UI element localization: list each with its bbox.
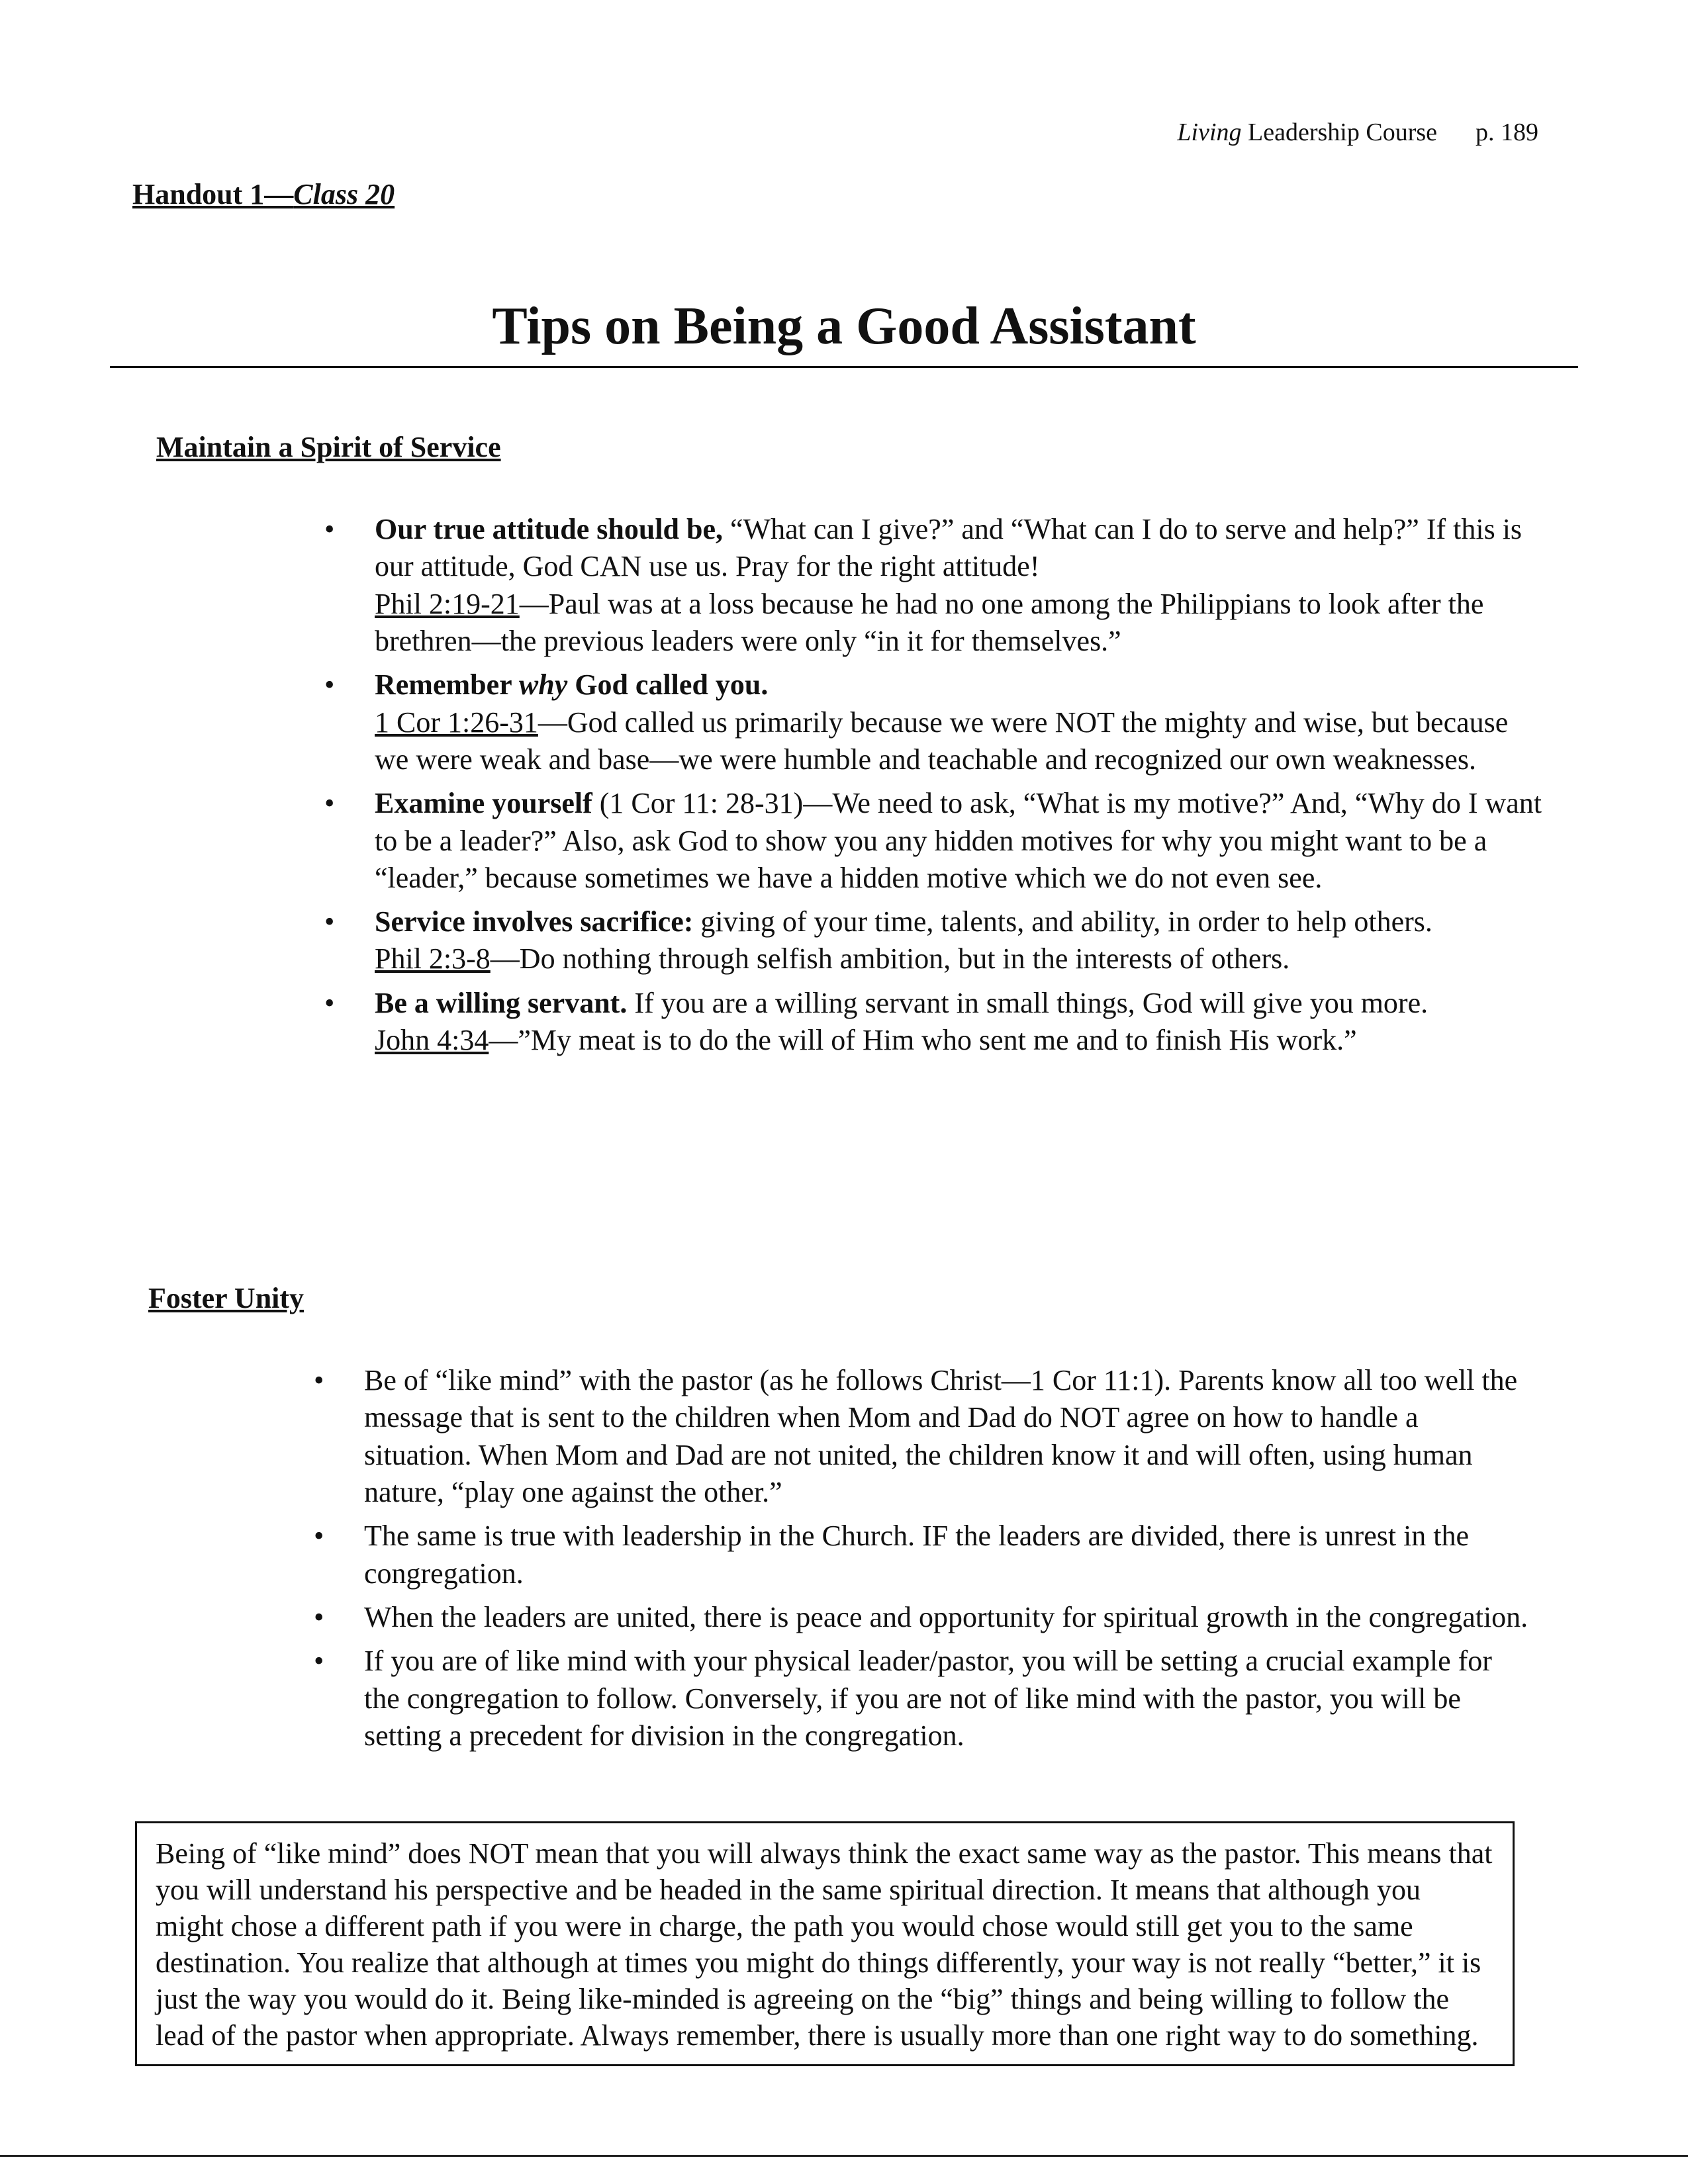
list-item [314,1599,1532,1636]
callout-text: Being of “like mind” does NOT mean that you will always think the exact same way as the pastor. This means that you will understand his perspective and be headed in the same spiritual direction. It means that although you might chose a different path if you were in charge, the path you would chose would still get you to the same destination. You realize that although at times you might do things differently, your way is not really “better,” it is just the way you would do it. Being like-minded is agreeing on the “big” things and being willing to follow the lead of the pastor when appropriate. Always remember, there is usually more than one right way to do something. [156,1837,1493,2052]
callout-box [135,1821,1515,2066]
item-text: giving of your time, talents, and ability, in order to help others. [693,905,1432,938]
bullet-icon: • [314,1520,324,1553]
item-ref-text: —Paul was at a loss because he had no one among the Philippians to look after the brethren—the previous leaders were only “in it for themselves.” [375,587,1484,657]
title-divider [110,366,1578,368]
item-text: (1 Cor 11: 28-31)—We need to ask, “What is my motive?” And, “Why do I want to be a leader?” Also, ask God to show you any hidden motives for why you might want to be a “leader,” because sometimes we have a hidden motive which we do not even see. [375,787,1542,894]
item-ref-text: —God called us primarily because we were NOT the mighty and wise, but because we were weak and base—we were humble and teachable and recognized our own weaknesses. [375,705,1509,776]
page-number: p. 189 [1476,118,1538,146]
item-lead: Our true attitude should be, [375,513,724,545]
handout-class: Class 20 [293,178,395,210]
item-text: If you are a willing servant in small things, God will give you more. [627,986,1429,1019]
scripture-reference: John 4:34 [375,1024,489,1057]
scripture-reference: 1 Cor 1:26-31 [375,705,538,739]
page-title: Tips on Being a Good Assistant [492,297,1196,355]
item-lead-emphasis: why [518,668,568,702]
item-text: If you are of like mind with your physical leader/pastor, you will be setting a crucial example for the congregation to follow. Conversely, if you are not of like mind with the pastor, you will be setting a precedent for division in the congregation. [364,1645,1492,1752]
item-text: “What can I give?” and “What can I do to serve and help?” If this is our attitude, God CAN use us. Pray for the right attitude! [375,513,1523,583]
scripture-reference: Phil 2:19-21 [375,587,520,620]
item-lead: Examine yourself [375,787,592,820]
item-text: Be of “like mind” with the pastor (as he follows Christ—1 Cor 11:1). Parents know all too well the message that is sent to the children when Mom and Dad do NOT agree on how to handle a situation. When Mom and Dad are not united, the children know it and will often, using human nature, “play one against the other.” [364,1364,1518,1508]
bullet-icon: • [324,668,335,702]
list-item [324,985,1542,1060]
page-header [1177,118,1538,147]
item-lead: Remember [375,668,519,702]
list-item [324,903,1542,978]
item-lead: Service involves sacrifice: [375,905,694,938]
section-heading-service: Maintain a Spirit of Service [156,431,501,463]
course-name: Leadership Course [1241,118,1437,146]
bullet-icon: • [314,1600,324,1633]
footer-divider [0,2155,1688,2157]
list-item [324,666,1542,778]
item-lead: Be a willing servant. [375,986,628,1019]
item-text: The same is true with leadership in the Church. IF the leaders are divided, there is unrest in the congregation. [364,1520,1470,1590]
item-ref-text: —Do nothing through selfish ambition, but in the interests of others. [490,942,1290,976]
bullet-icon: • [314,1364,324,1396]
handout-label [132,177,395,211]
list-item [314,1362,1532,1511]
unity-list [314,1362,1532,1761]
list-item [324,785,1542,897]
course-name-italic: Living [1177,118,1242,146]
bullet-icon: • [324,787,335,820]
bullet-icon: • [314,1645,324,1678]
section-heading-unity: Foster Unity [148,1282,305,1314]
list-item [314,1518,1532,1592]
bullet-icon: • [324,986,335,1019]
bullet-icon: • [324,513,335,545]
list-item [314,1643,1532,1754]
list-item [324,511,1542,660]
item-text: When the leaders are united, there is peace and opportunity for spiritual growth in the congregation. [364,1600,1528,1633]
bullet-icon: • [324,905,335,938]
item-ref-text: —”My meat is to do the will of Him who sent me and to finish His work.” [489,1024,1357,1057]
handout-number: Handout 1— [132,178,294,210]
scripture-reference: Phil 2:3-8 [375,942,491,976]
item-lead-end: God called you. [567,668,769,702]
service-list [324,511,1542,1066]
